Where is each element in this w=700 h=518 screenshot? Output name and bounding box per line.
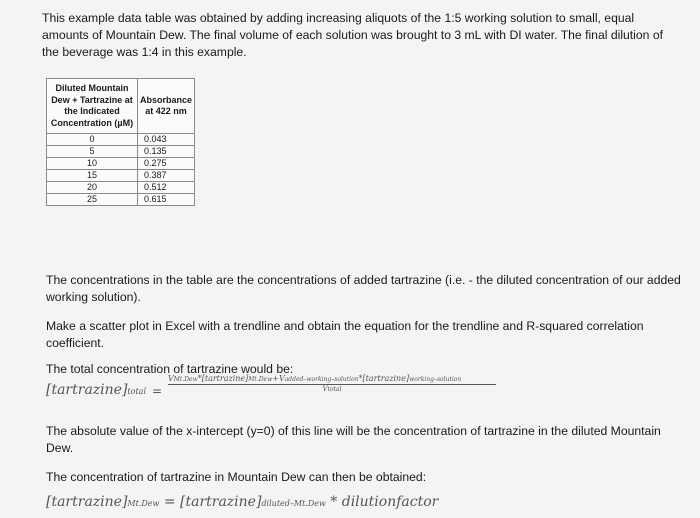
concentration-header: Diluted Mountain Dew + Tartrazine at the Indicated Concentration (µM): [47, 79, 138, 134]
mountain-dew-label: The concentration of tartrazine in Mountain Dew can then be obtained:: [46, 470, 427, 484]
abs-cell: 0.135: [138, 146, 195, 158]
conc-cell: 20: [47, 182, 138, 194]
intro-paragraph: This example data table was obtained by adding increasing aliquots of the 1:5 working solution to small, equal amounts of Mountain Dew. The final volume of each solution was brought to 3 mL with DI water. The final dilution of the beverage was 1:4 in this example.: [42, 11, 664, 59]
total-equation-fraction: [168, 374, 496, 393]
abs-cell: 0.043: [138, 134, 195, 146]
concentrations-note: The concentrations in the table are the concentrations of added tartrazine (i.e. - the diluted concentration of our added working solution).: [46, 273, 681, 304]
table-row: [47, 134, 195, 146]
abs-cell: 0.512: [138, 182, 195, 194]
table-row: [47, 158, 195, 170]
conc-cell: 5: [47, 146, 138, 158]
table-row: [47, 194, 195, 206]
x-intercept-note: The absolute value of the x-intercept (y=0) of this line will be the concentration of tartrazine in the diluted Mountain Dew.: [46, 424, 661, 455]
abs-cell: 0.387: [138, 170, 195, 182]
total-concentration-label: The total concentration of tartrazine would be:: [46, 362, 294, 376]
equals-sign: =: [152, 384, 163, 398]
conc-cell: 15: [47, 170, 138, 182]
fraction-denominator: Vtotal: [322, 385, 342, 393]
table-row: [47, 182, 195, 194]
table-row: [47, 146, 195, 158]
total-equation-lhs: [tartrazine]total: [46, 382, 146, 398]
absorbance-header: Absorbance at 422 nm: [138, 79, 195, 134]
conc-cell: 10: [47, 158, 138, 170]
abs-cell: 0.275: [138, 158, 195, 170]
conc-cell: 25: [47, 194, 138, 206]
data-table: [46, 78, 195, 206]
table-row: [47, 170, 195, 182]
fraction-numerator: VMt.Dew*[tartrazine]Mt.Dew+Vadded–working–solution*[tartrazine]working–solution: [168, 374, 496, 385]
abs-cell: 0.615: [138, 194, 195, 206]
scatter-instructions: Make a scatter plot in Excel with a trendline and obtain the equation for the trendline and R-squared correlation coefficient.: [46, 319, 644, 350]
conc-cell: 0: [47, 134, 138, 146]
dilution-equation: [tartrazine]Mt.Dew = [tartrazine]diluted–Mt.Dew * dilutionfactor: [46, 494, 439, 510]
